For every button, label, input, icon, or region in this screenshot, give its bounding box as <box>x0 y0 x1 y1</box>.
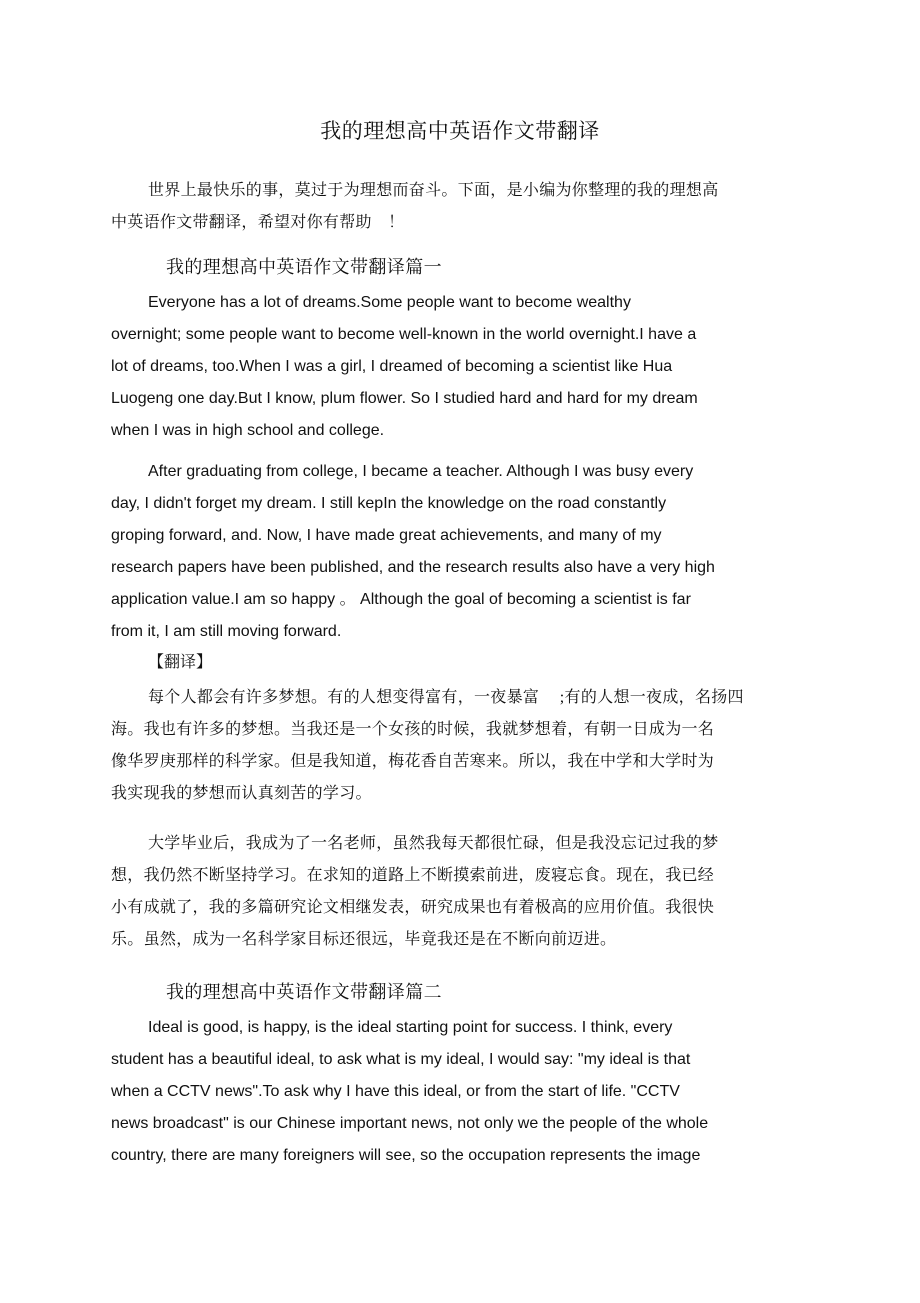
english-paragraph-3 <box>111 1012 791 1172</box>
paragraph-line: Everyone has a lot of dreams.Some people want to become wealthy <box>148 294 631 311</box>
paragraph-line: lot of dreams, too.When I was a girl, I dreamed of becoming a scientist like Hua <box>111 358 673 375</box>
paragraph-line: student has a beautiful ideal, to ask what is my ideal, I would say: "my ideal is that <box>111 1051 691 1068</box>
chinese-paragraph-1 <box>111 682 791 810</box>
paragraph-line: groping forward, and. Now, I have made great achievements, and many of my <box>111 527 662 544</box>
intro-line: 世界上最快乐的事，莫过于为理想而奋斗。下面，是小编为你整理的我的理想高 <box>148 182 719 199</box>
intro-paragraph <box>111 175 791 239</box>
paragraph-line: 大学毕业后，我成为了一名老师，虽然我每天都很忙碌，但是我没忘记过我的梦 <box>148 835 719 852</box>
paragraph-line: 每个人都会有许多梦想。有的人想变得富有，一夜暴富 ;有的人想一夜成，名扬四 <box>148 689 744 706</box>
paragraph-line: when I was in high school and college. <box>111 422 385 439</box>
document-title: 我的理想高中英语作文带翻译 <box>320 119 600 143</box>
paragraph-line: Luogeng one day.But I know, plum flower. So I studied hard and hard for my dream <box>111 390 698 407</box>
english-paragraph-2 <box>111 456 791 648</box>
paragraph-line: After graduating from college, I became a teacher. Although I was busy every <box>148 463 694 480</box>
paragraph-line: from it, I am still moving forward. <box>111 623 342 640</box>
paragraph-line: when a CCTV news".To ask why I have this ideal, or from the start of life. "CCTV <box>111 1083 680 1100</box>
paragraph-line: 想，我仍然不断坚持学习。在求知的道路上不断摸索前进，废寝忘食。现在，我已经 <box>111 867 715 884</box>
translation-label: 【翻译】 <box>148 654 213 671</box>
paragraph-line: 乐。虽然，成为一名科学家目标还很远，毕竟我还是在不断向前迈进。 <box>111 931 617 948</box>
section-heading-1: 我的理想高中英语作文带翻译篇一 <box>166 257 442 277</box>
paragraph-line: day, I didn't forget my dream. I still kepIn the knowledge on the road constantly <box>111 495 667 512</box>
paragraph-line: application value.I am so happy 。 Although the goal of becoming a scientist is far <box>111 591 691 608</box>
paragraph-line: country, there are many foreigners will see, so the occupation represents the image <box>111 1147 701 1164</box>
paragraph-line: 小有成就了，我的多篇研究论文相继发表，研究成果也有着极高的应用价值。我很快 <box>111 899 715 916</box>
paragraph-line: overnight; some people want to become well-known in the world overnight.I have a <box>111 326 697 343</box>
paragraph-line: 像华罗庚那样的科学家。但是我知道，梅花香自苦寒来。所以，我在中学和大学时为 <box>111 753 715 770</box>
section-heading-2: 我的理想高中英语作文带翻译篇二 <box>166 982 442 1002</box>
chinese-paragraph-2 <box>111 828 791 956</box>
paragraph-line: Ideal is good, is happy, is the ideal starting point for success. I think, every <box>148 1019 673 1036</box>
paragraph-line: research papers have been published, and the research results also have a very high <box>111 559 715 576</box>
paragraph-line: news broadcast" is our Chinese important news, not only we the people of the whole <box>111 1115 709 1132</box>
intro-line: 中英语作文带翻译，希望对你有帮助 ！ <box>111 214 405 231</box>
english-paragraph-1 <box>111 287 791 447</box>
paragraph-line: 海。我也有许多的梦想。当我还是一个女孩的时候，我就梦想着，有朝一日成为一名 <box>111 721 715 738</box>
paragraph-line: 我实现我的梦想而认真刻苦的学习。 <box>111 785 372 802</box>
